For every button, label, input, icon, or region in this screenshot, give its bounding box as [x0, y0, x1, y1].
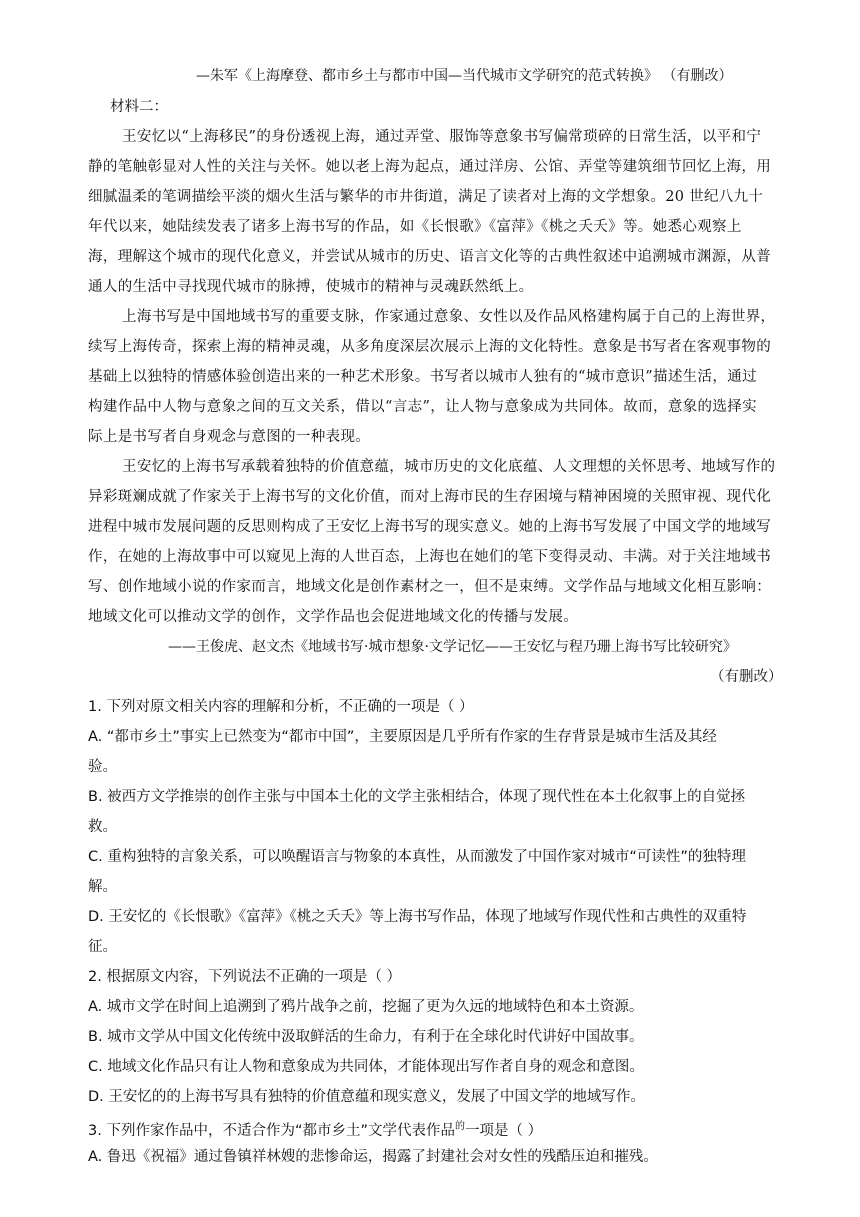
option-a: A. 城市文学在时间上追溯到了鸦片战争之前，挖掘了更为久远的地域特色和本土资源。 [88, 999, 644, 1015]
paragraph-line: 细腻温柔的笔调描绘平淡的烟火生活与繁华的市井街道，满足了读者对上海的文学想象。20 世纪八九十 [88, 189, 764, 205]
source-citation-2-note: （有删改） [710, 669, 783, 685]
question-stem-superscript: 的 [454, 1121, 465, 1132]
paragraph-line: 际上是书写者自身观念与意图的一种表现。 [88, 429, 371, 445]
question-stem-part-a: 3. 下列作家作品中，不适合作为“都市乡土”文学代表作品 [88, 1122, 455, 1139]
paragraph-line: 海，理解这个城市的现代化意义，并尝试从城市的历史、语言文化等的古典性叙述中追溯城市渊源，从普 [88, 249, 772, 265]
paragraph-line: 写、创作地域小说的作家而言，地域文化是创作素材之一，但不是束缚。文学作品与地域文化相互影响： [88, 579, 772, 595]
paragraph-line: 年代以来，她陆续发表了诸多上海书写的作品，如《长恨歌》《富萍》《桃之夭夭》等。她悉心观察上 [88, 219, 742, 235]
question-stem: 2. 根据原文内容，下列说法不正确的一项是（ ） [88, 969, 402, 985]
paragraph-line: 地域文化可以推动文学的创作，文学作品也会促进地域文化的传播与发展。 [88, 609, 579, 625]
source-citation-2: ——王俊虎、赵文杰《地域书写·城市想象·文学记忆——王安忆与程乃珊上海书写比较研究》 [168, 639, 737, 655]
paragraph-line: 进程中城市发展问题的反思则构成了王安忆上海书写的现实意义。她的上海书写发展了中国文学的地域写 [88, 519, 772, 535]
paragraph-line: 上海书写是中国地域书写的重要支脉，作家通过意象、女性以及作品风格建构属于自己的上海世界， [122, 309, 776, 325]
option-d-cont: 征。 [88, 939, 117, 955]
paragraph-line: 基础上以独特的情感体验创造出来的一种艺术形象。书写者以城市人独有的“城市意识”描述生活，通过 [88, 369, 757, 385]
paragraph-line: 作，在她的上海故事中可以窥见上海的人世百态，上海也在她们的笔下变得灵动、丰满。对于关注地域书 [88, 549, 772, 565]
paragraph-line: 构建作品中人物与意象之间的互文关系，借以“言志”，让人物与意象成为共同体。故而，意象的选择实 [88, 399, 757, 415]
paragraph-line: 静的笔触彰显对人性的关注与关怀。她以老上海为起点，通过洋房、公馆、弄堂等建筑细节回忆上海，用 [88, 159, 772, 175]
paragraph-line: 续写上海传奇，探索上海的精神灵魂，从多角度深层次展示上海的文化特性。意象是书写者在客观事物的 [88, 339, 772, 355]
option-b: B. 城市文学从中国文化传统中汲取鲜活的生命力，有利于在全球化时代讲好中国故事。 [88, 1029, 644, 1045]
paragraph-line: 王安忆以“上海移民”的身份透视上海，通过弄堂、服饰等意象书写偏常琐碎的日常生活，以平和宁 [122, 129, 762, 145]
option-c: C. 重构独特的言象关系，可以唤醒语言与物象的本真性，从而激发了中国作家对城市“可读性”的独特理 [88, 849, 746, 865]
option-d: D. 王安忆的《长恨歌》《富萍》《桃之夭夭》等上海书写作品，体现了地域写作现代性和古典性的双重特 [88, 909, 747, 925]
paragraph-line: 异彩斑斓成就了作家关于上海书写的文化价值，而对上海市民的生存困境与精神困境的关照审视、现代化 [88, 489, 772, 505]
option-a-cont: 验。 [88, 759, 117, 775]
option-a: A. “都市乡土”事实上已然变为“都市中国”，主要原因是几乎所有作家的生存背景是城市生活及其经 [88, 729, 717, 745]
material-2-heading: 材料二： [110, 99, 168, 115]
option-d: D. 王安忆的的上海书写具有独特的价值意蕴和现实意义，发展了中国文学的地域写作。 [88, 1089, 645, 1105]
question-stem-part-b: 一项是（ ） [464, 1122, 543, 1139]
question-stem [88, 1117, 542, 1141]
paragraph-line: 王安忆的上海书写承载着独特的价值意蕴，城市历史的文化底蕴、人文理想的关怀思考、地域写作的 [122, 459, 776, 475]
option-b: B. 被西方文学推崇的创作主张与中国本土化的文学主张相结合，体现了现代性在本土化叙事上的自觉拯 [88, 789, 746, 805]
source-citation-1: —朱军《上海摩登、都市乡土与都市中国—当代城市文学研究的范式转换》 （有删改） [196, 68, 733, 84]
option-c: C. 地域文化作品只有让人物和意象成为共同体，才能体现出写作者自身的观念和意图。 [88, 1059, 644, 1075]
question-stem: 1. 下列对原文相关内容的理解和分析，不正确的一项是（ ） [88, 699, 474, 715]
paragraph-line: 通人的生活中寻找现代城市的脉搏，使城市的精神与灵魂跃然纸上。 [88, 279, 534, 295]
option-b-cont: 救。 [88, 819, 117, 835]
option-c-cont: 解。 [88, 879, 117, 895]
option-a: A. 鲁迅《祝福》通过鲁镇祥林嫂的悲惨命运，揭露了封建社会对女性的残酷压迫和摧残。 [88, 1149, 658, 1165]
